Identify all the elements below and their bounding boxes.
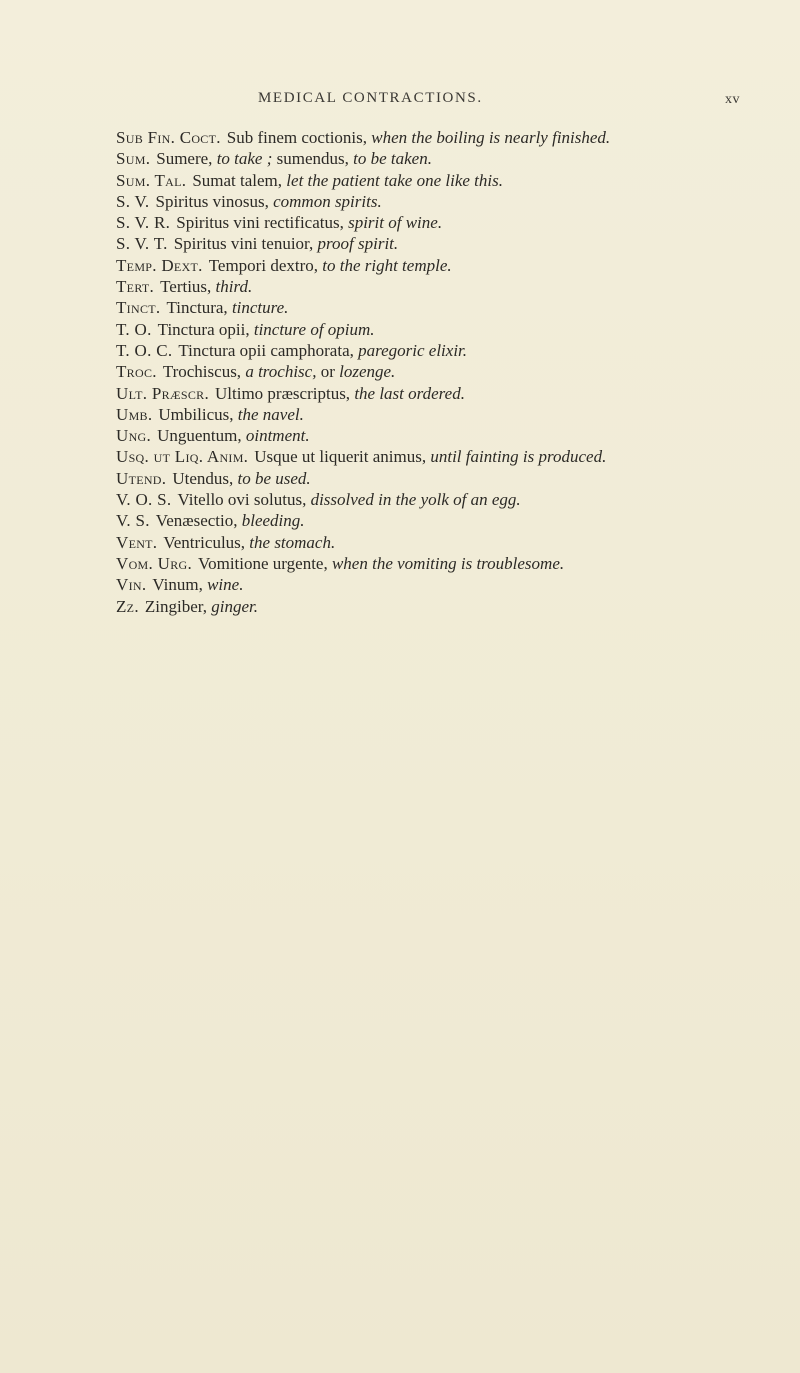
- entry-latin: Vitello ovi solutus,: [177, 490, 307, 510]
- list-item: [116, 255, 796, 276]
- entry-latin: Tinctura opii camphorata,: [178, 340, 354, 360]
- entry-latin: Ultimo præscriptus,: [215, 383, 351, 403]
- entry-english: to take ;: [216, 149, 273, 169]
- entry-english: third.: [215, 277, 253, 297]
- list-item: [116, 446, 796, 467]
- entry-abbreviation: Temp. Dext.: [116, 255, 203, 275]
- entry-english: the stomach.: [249, 532, 336, 552]
- list-item: [116, 404, 796, 425]
- entry-abbreviation: Vin.: [116, 575, 147, 595]
- page-number: xv: [725, 92, 740, 107]
- entry-latin: Spiritus vini rectificatus,: [176, 213, 344, 233]
- list-item: [116, 233, 796, 254]
- list-item: [116, 319, 796, 340]
- entry-abbreviation: Ung.: [116, 426, 152, 446]
- entry-latin: Usque ut liquerit animus,: [254, 447, 427, 467]
- list-item: [116, 191, 796, 212]
- entry-latin: Spiritus vini tenuior,: [173, 234, 314, 254]
- entry-abbreviation: Vent.: [116, 532, 158, 552]
- entry-english: the last ordered.: [354, 383, 465, 403]
- list-item: [116, 553, 796, 574]
- entry-english: until fainting is produced.: [430, 447, 607, 467]
- list-item: [116, 510, 796, 531]
- entry-english: ginger.: [211, 596, 258, 616]
- entry-english-secondary: lozenge.: [339, 362, 396, 382]
- list-item: [116, 297, 796, 318]
- entry-latin: Ventriculus,: [163, 532, 246, 552]
- entry-abbreviation: Tert.: [116, 277, 155, 297]
- list-item: [116, 148, 796, 169]
- entry-abbreviation: T. O.: [116, 319, 152, 339]
- entry-latin: Vomitione urgente,: [198, 553, 328, 573]
- list-item: [116, 170, 796, 191]
- entry-english: tincture of opium.: [253, 319, 375, 339]
- entry-abbreviation: S. V.: [116, 191, 150, 211]
- entry-abbreviation: Utend.: [116, 468, 167, 488]
- entry-english: ointment.: [245, 426, 310, 446]
- entry-latin: Tinctura,: [166, 298, 228, 318]
- list-item: [116, 574, 796, 595]
- entry-latin: Umbilicus,: [158, 404, 234, 424]
- entry-abbreviation: Ult. Præscr.: [116, 383, 209, 403]
- entry-english: the navel.: [237, 404, 304, 424]
- entry-abbreviation: S. V. T.: [116, 234, 168, 254]
- list-item: [116, 276, 796, 297]
- running-header: [0, 90, 800, 110]
- list-item: [116, 468, 796, 489]
- entry-english: dissolved in the yolk of an egg.: [310, 490, 521, 510]
- entry-latin: Tempori dextro,: [208, 255, 318, 275]
- entry-english: let the patient take one like this.: [286, 170, 503, 190]
- entry-abbreviation: S. V. R.: [116, 213, 171, 233]
- entry-english: when the vomiting is troublesome.: [331, 553, 565, 573]
- entry-english: common spirits.: [273, 191, 382, 211]
- entry-latin: Unguentum,: [157, 426, 242, 446]
- list-item: [116, 596, 796, 617]
- entry-abbreviation: T. O. C.: [116, 340, 173, 360]
- entry-latin: Venæsectio,: [155, 511, 238, 531]
- entry-latin: Tinctura opii,: [157, 319, 250, 339]
- entry-latin: Utendus,: [172, 468, 234, 488]
- entry-english-secondary: to be taken.: [353, 149, 432, 169]
- entry-english: a trochisc,: [245, 362, 317, 382]
- entry-english: when the boiling is nearly finished.: [371, 128, 611, 147]
- entry-latin: Sumat talem,: [192, 170, 283, 190]
- entry-latin: Sub finem coctionis,: [226, 128, 368, 147]
- entry-abbreviation: Tinct.: [116, 298, 161, 318]
- list-item: [116, 340, 796, 361]
- entry-english: bleeding.: [241, 511, 305, 531]
- header-title: MEDICAL CONTRACTIONS.: [258, 90, 483, 106]
- list-item: [116, 489, 796, 510]
- list-item: [116, 425, 796, 446]
- entry-latin-secondary: or: [320, 362, 335, 382]
- entry-latin-secondary: sumendus,: [276, 149, 349, 169]
- entry-latin: Trochiscus,: [162, 362, 242, 382]
- entry-abbreviation: Vom. Urg.: [116, 553, 193, 573]
- entry-latin: Sumere,: [156, 149, 213, 169]
- entry-latin: Vinum,: [152, 575, 203, 595]
- abbreviation-list: [116, 127, 796, 617]
- entry-english: spirit of wine.: [348, 213, 443, 233]
- list-item: [116, 361, 796, 382]
- entry-english: to the right temple.: [322, 255, 452, 275]
- entry-english: tincture.: [231, 298, 289, 318]
- entry-abbreviation: Sub Fin. Coct.: [116, 128, 221, 147]
- list-item: [116, 532, 796, 553]
- entry-english: paregoric elixir.: [358, 340, 468, 360]
- entry-abbreviation: Sum. Tal.: [116, 170, 187, 190]
- entry-abbreviation: Usq. ut Liq. Anim.: [116, 447, 249, 467]
- entry-abbreviation: Sum.: [116, 149, 151, 169]
- entry-english: wine.: [207, 575, 244, 595]
- list-item: [116, 212, 796, 233]
- list-item: [116, 383, 796, 404]
- entry-latin: Zingiber,: [144, 596, 207, 616]
- entry-latin: Spiritus vinosus,: [155, 191, 269, 211]
- entry-abbreviation: Troc.: [116, 362, 157, 382]
- entry-abbreviation: V. O. S.: [116, 490, 172, 510]
- entry-english: to be used.: [237, 468, 311, 488]
- entry-abbreviation: Umb.: [116, 404, 153, 424]
- list-item: [116, 127, 796, 148]
- entry-english: proof spirit.: [317, 234, 399, 254]
- entry-abbreviation: Zz.: [116, 596, 139, 616]
- entry-latin: Tertius,: [160, 277, 212, 297]
- entry-abbreviation: V. S.: [116, 511, 150, 531]
